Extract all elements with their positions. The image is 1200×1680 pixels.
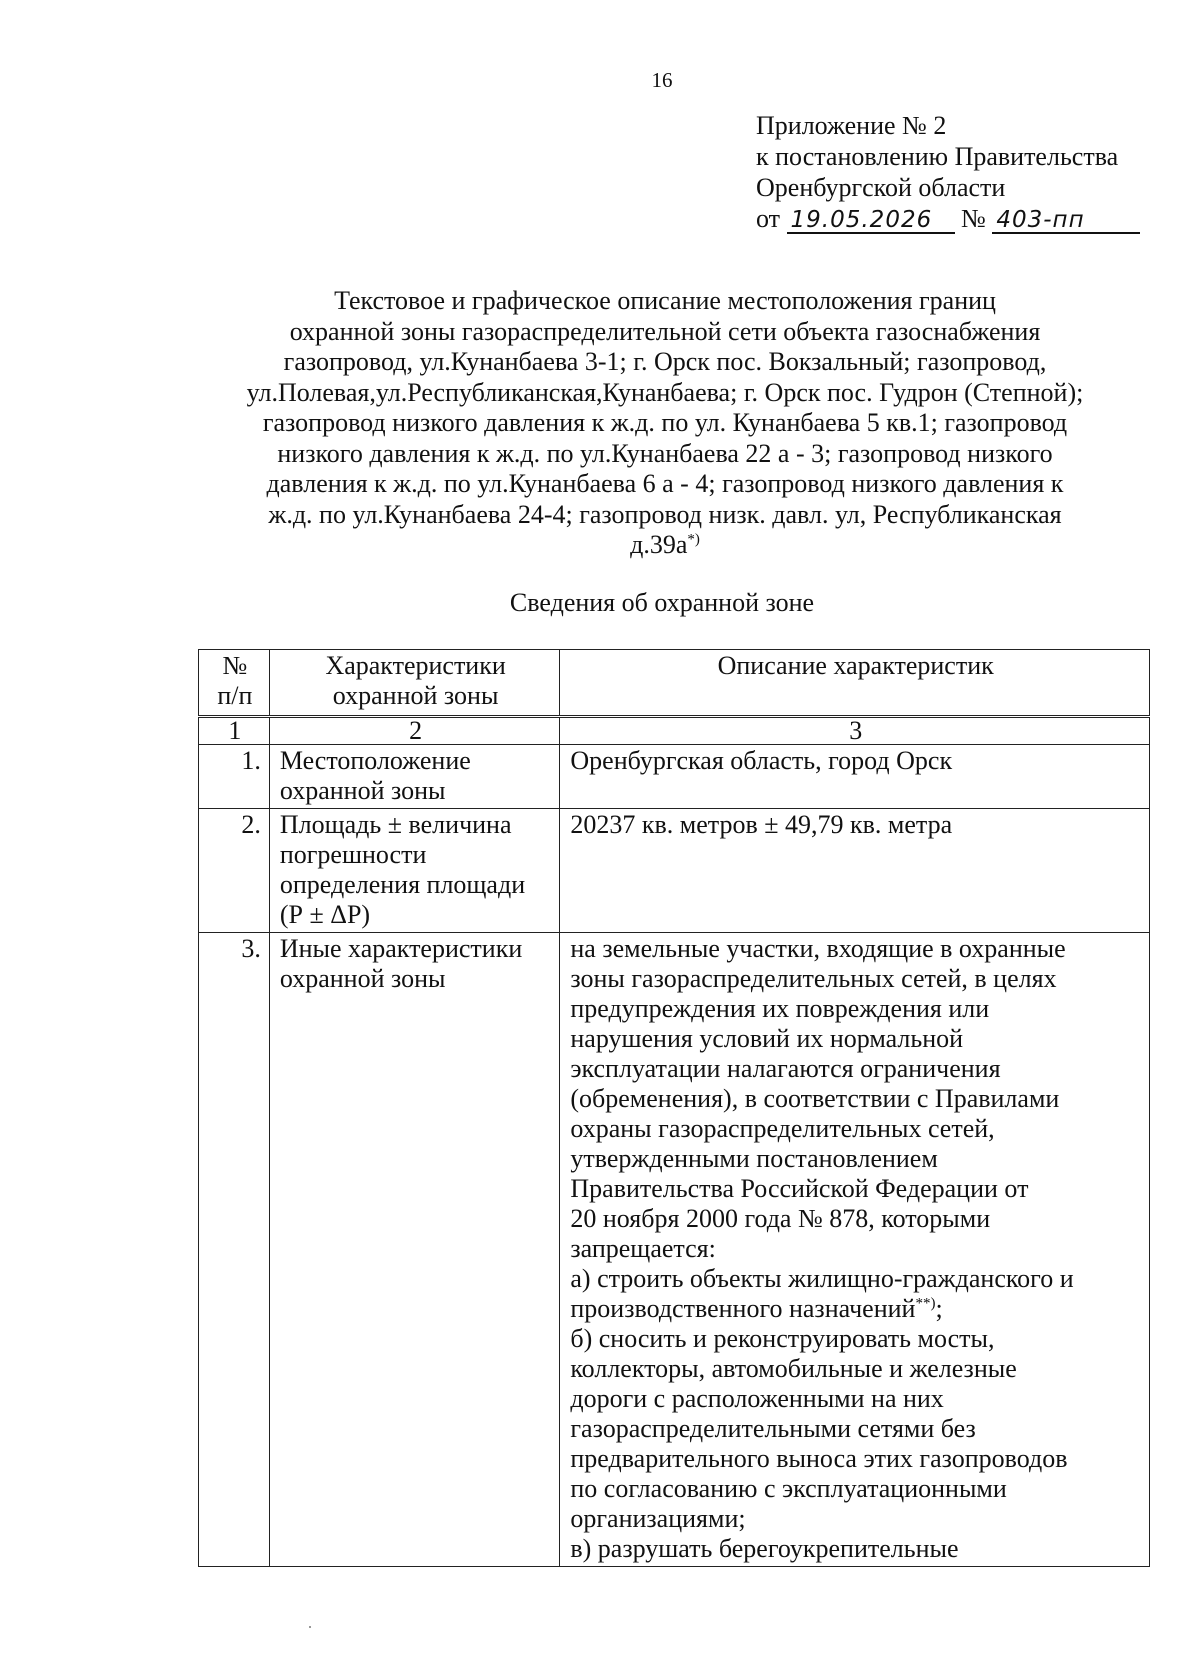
header-number-line-2: п/п [217, 681, 253, 710]
description-line: в) разрушать берегоукрепительные [570, 1534, 959, 1563]
description-line: предварительного выноса этих газопроводов [570, 1444, 1068, 1473]
description-line: по согласованию с эксплуатационными [570, 1474, 1007, 1503]
characteristic-line: погрешности [279, 840, 427, 869]
appendix-line-2: к постановлению Правительства [756, 142, 1119, 171]
description-line: запрещается: [570, 1234, 716, 1263]
characteristic-line: охранной зоны [279, 964, 446, 993]
row-description: 20237 кв. метров ± 49,79 кв. метра [560, 809, 1150, 933]
description-line: газораспределительными сетями без [570, 1414, 976, 1443]
document-title [190, 286, 1140, 561]
section-subtitle: Сведения об охранной зоне [509, 588, 815, 617]
row-description: Оренбургская область, город Орск [560, 745, 1150, 809]
description-line: 20 ноября 2000 года № 878, которыми [570, 1204, 991, 1233]
description-line: эксплуатации налагаются ограничения [570, 1054, 1001, 1083]
column-number-row [199, 717, 1150, 745]
row-characteristic [269, 933, 560, 1567]
description-line: предупреждения их повреждения или [570, 994, 990, 1023]
description-line: на земельные участки, входящие в охранные [570, 934, 1066, 963]
title-line: низкого давления к ж.д. по ул.Кунанбаева 22 а - 3; газопровод низкого [277, 438, 1053, 468]
description-line: (обременения), в соответствии с Правилами [570, 1084, 1060, 1113]
number-prefix: № [961, 204, 986, 233]
date-prefix: от [756, 204, 781, 233]
header-cell-description: Описание характеристик [560, 650, 1150, 717]
description-line: а) строить объекты жилищно-гражданского и [570, 1264, 1074, 1293]
characteristic-line: Местоположение [279, 746, 471, 775]
appendix-line-3: Оренбургской области [756, 173, 1006, 202]
characteristic-line: Иные характеристики [279, 934, 523, 963]
row-number: 3. [199, 933, 270, 1567]
row-description [560, 933, 1150, 1567]
protection-zone-table [198, 649, 1150, 1567]
scan-speck [309, 1626, 311, 1628]
page-number: 16 [651, 68, 673, 92]
appendix-header [756, 110, 1176, 234]
description-line: организациями; [570, 1504, 746, 1533]
characteristic-line: определения площади [279, 870, 526, 899]
header-cell-number [199, 650, 270, 717]
description-line: б) сносить и реконструировать мосты, [570, 1324, 995, 1353]
handwritten-number: 403-пп [992, 208, 1140, 234]
appendix-date-line [756, 203, 1176, 234]
footnote-mark: **) [915, 1295, 936, 1312]
column-number: 3 [560, 717, 1150, 745]
table-header-row [199, 650, 1150, 717]
description-line: нарушения условий их нормальной [570, 1024, 964, 1053]
characteristic-line: Площадь ± величина [279, 810, 512, 839]
description-line: зоны газораспределительных сетей, в целях [570, 964, 1057, 993]
table-row [199, 745, 1150, 809]
title-footnote-mark: *) [687, 531, 700, 548]
footnote-suffix: ; [935, 1294, 943, 1323]
title-line: ж.д. по ул.Кунанбаева 24-4; газопровод низк. давл. ул, Республиканская [268, 499, 1062, 529]
title-last-text: д.39а [630, 530, 688, 559]
header-cell-characteristics [269, 650, 560, 717]
header-characteristics-line-1: Характеристики [325, 651, 506, 680]
title-line: давления к ж.д. по ул.Кунанбаева 6 а - 4; газопровод низкого давления к [266, 469, 1064, 498]
column-number: 2 [269, 717, 560, 745]
title-line: газопровод, ул.Кунанбаева 3-1; г. Орск пос. Вокзальный; газопровод, [283, 347, 1047, 376]
table-row [199, 933, 1150, 1567]
description-line: Правительства Российской Федерации от [570, 1174, 1029, 1203]
row-characteristic [269, 809, 560, 933]
characteristic-line: охранной зоны [279, 776, 446, 805]
column-number: 1 [199, 717, 270, 745]
description-line: коллекторы, автомобильные и железные [570, 1354, 1017, 1383]
description-line: утвержденными постановлением [570, 1144, 938, 1173]
appendix-line-1: Приложение № 2 [756, 111, 947, 140]
description-line: дороги с расположенными на них [570, 1384, 944, 1413]
table-row [199, 809, 1150, 933]
characteristic-line: (Р ± ΔР) [279, 900, 371, 929]
header-characteristics-line-2: охранной зоны [332, 681, 499, 710]
row-number: 2. [199, 809, 270, 933]
title-line: охранной зоны газораспределительной сети объекта газоснабжения [289, 316, 1041, 346]
description-line-footnoted [570, 1294, 1141, 1324]
description-line: охраны газораспределительных сетей, [570, 1114, 995, 1143]
row-characteristic [269, 745, 560, 809]
title-line: ул.Полевая,ул.Республиканская,Кунанбаева; г. Орск пос. Гудрон (Степной); [246, 377, 1084, 407]
title-line-last [190, 530, 1140, 561]
header-number-line-1: № [222, 651, 248, 680]
handwritten-date: 19.05.2026 [787, 208, 955, 234]
title-line: Текстовое и графическое описание местоположения границ [334, 286, 996, 315]
title-line: газопровод низкого давления к ж.д. по ул. Кунанбаева 5 кв.1; газопровод [262, 408, 1068, 437]
description-text: производственного назначений [570, 1294, 916, 1323]
row-number: 1. [199, 745, 270, 809]
